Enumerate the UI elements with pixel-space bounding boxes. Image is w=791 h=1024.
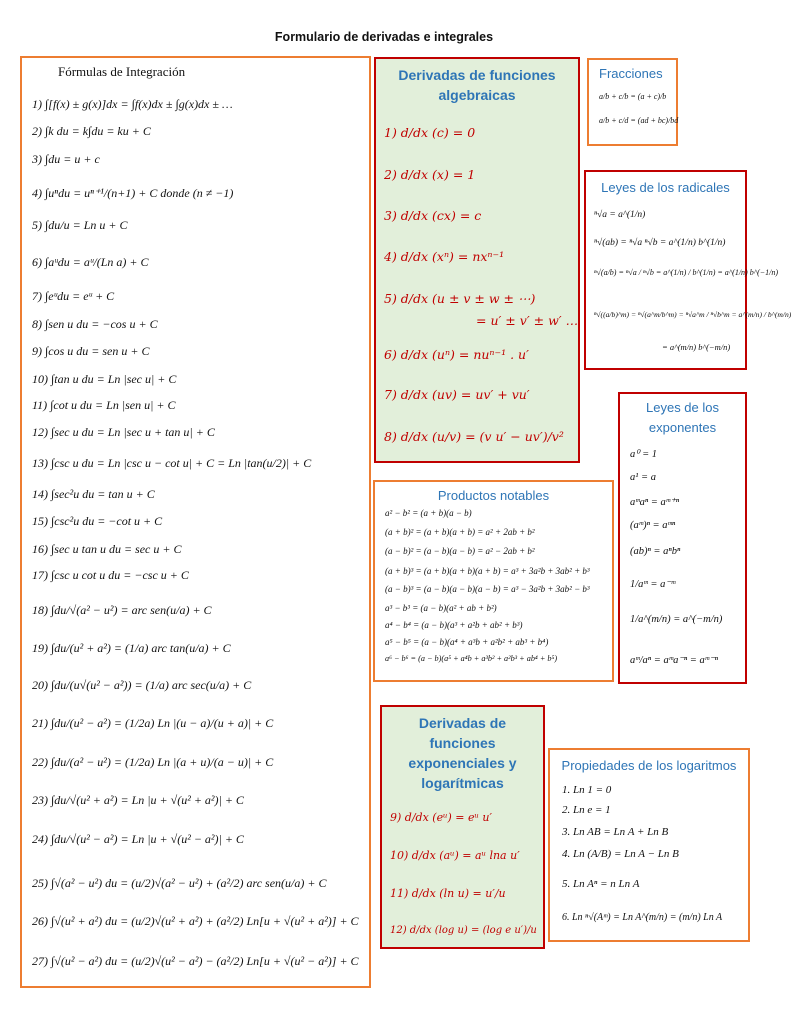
integration-formula-13: 13) ∫csc u du = Ln |csc u − cot u| + C = Ln |tan(u/2)| + C (32, 456, 312, 470)
logarithm-property-6: 6. Ln ⁿ√(Aᵐ) = Ln A^(m/n) = (m/n) Ln A (562, 912, 723, 923)
integration-formula-20: 20) ∫du/(u√(u² − a²)) = (1/a) arc sec(u/a) + C (32, 678, 252, 692)
algebraic-derivative-8: 8) d/dx (u/v) = (v u′ − uv′)/v² (384, 429, 564, 444)
integration-formula-1: 1) ∫[f(x) ± g(x)]dx = ∫f(x)dx ± ∫g(x)dx ± … (32, 97, 233, 111)
exponent-law-5: (ab)ⁿ = aⁿbⁿ (630, 546, 681, 557)
notable-product-3: (a − b)² = (a − b)(a − b) = a² − 2ab + b² (385, 546, 535, 556)
page-title: Formulario de derivadas e integrales (274, 30, 494, 44)
exponent-law-4: (aᵐ)ⁿ = aᵐⁿ (630, 520, 676, 531)
algebraic-derivative-2: 2) d/dx (x) = 1 (384, 167, 476, 182)
logarithm-property-1: 1. Ln 1 = 0 (562, 784, 612, 796)
integration-formula-10: 10) ∫tan u du = Ln |sec u| + C (32, 372, 177, 386)
exponent-laws-heading: Leyes de los exponentes (646, 400, 719, 435)
algebraic-derivative-7: 7) d/dx (uv) = uv′ + vu′ (384, 387, 530, 402)
exponent-law-7: 1/a^(m/n) = a^(−m/n) (630, 614, 723, 625)
logarithm-property-4: 4. Ln (A/B) = Ln A − Ln B (562, 848, 679, 860)
logarithm-properties-panel (548, 748, 750, 942)
integration-formula-25: 25) ∫√(a² − u²) du = (u/2)√(a² − u²) + (a²/2) arc sen(u/a) + C (32, 876, 327, 890)
radical-law-4: ⁿ√((a/b)^m) = ⁿ√(a^m/b^m) = ⁿ√a^m / ⁿ√b^m = a^(m/n) / b^(m/n) (594, 310, 791, 319)
algebraic-derivative-3: 3) d/dx (cx) = c (384, 208, 482, 223)
notable-product-6: a³ − b³ = (a − b)(a² + ab + b²) (385, 603, 497, 613)
exponential-log-derivatives-panel (380, 705, 545, 949)
exp-log-derivative-10: 10) d/dx (aᵘ) = aᵘ lna u′ (390, 849, 520, 862)
algebraic-derivative-6: 6) d/dx (uⁿ) = nuⁿ⁻¹ . u′ (384, 347, 529, 362)
fractions-heading: Fracciones (599, 66, 663, 81)
radical-laws-heading: Leyes de los radicales (601, 180, 730, 195)
integration-heading: Fórmulas de Integración (58, 64, 186, 79)
integration-formulas-panel (20, 56, 371, 988)
integration-formula-22: 22) ∫du/(a² − u²) = (1/2a) Ln |(a + u)/(a − u)| + C (32, 755, 274, 769)
fraction-rule-2: a/b + c/d = (ad + bc)/bd (599, 116, 679, 125)
logarithm-property-5: 5. Ln Aⁿ = n Ln A (562, 878, 640, 890)
integration-formula-3: 3) ∫du = u + c (32, 152, 100, 166)
exp-log-derivative-12: 12) d/dx (log u) = (log e u′)/u (390, 925, 537, 936)
integration-formula-5: 5) ∫du/u = Ln u + C (32, 218, 128, 232)
notable-product-8: a⁵ − b⁵ = (a − b)(a⁴ + a³b + a²b² + ab³ + b⁴) (385, 637, 549, 647)
fractions-panel (587, 58, 678, 146)
exponent-law-6: 1/aᵐ = a⁻ᵐ (630, 579, 676, 590)
exp-log-derivative-9: 9) d/dx (eᵘ) = eᵘ u′ (390, 811, 492, 824)
logarithm-properties-heading: Propiedades de los logaritmos (561, 758, 737, 773)
algebraic-derivatives-heading: Derivadas de funciones algebraicas (398, 67, 556, 103)
notable-product-5: (a − b)³ = (a − b)(a − b)(a − b) = a³ − 3a²b + 3ab² − b³ (385, 584, 590, 594)
notable-product-4: (a + b)³ = (a + b)(a + b)(a + b) = a³ + 3a²b + 3ab² + b³ (385, 566, 590, 576)
algebraic-derivative-5: 5) d/dx (u ± v ± w ± ⋯) (384, 291, 536, 306)
integration-formula-4: 4) ∫uⁿdu = uⁿ⁺¹/(n+1) + C donde (n ≠ −1) (32, 186, 234, 200)
notable-product-2: (a + b)² = (a + b)(a + b) = a² + 2ab + b² (385, 527, 535, 537)
notable-product-1: a² − b² = (a + b)(a − b) (385, 508, 472, 518)
integration-formula-2: 2) ∫k du = k∫du = ku + C (32, 124, 151, 138)
integration-formula-6: 6) ∫aᵘdu = aᵘ/(Ln a) + C (32, 255, 149, 269)
radical-law-4-continuation: = a^(m/n) b^(−m/n) (662, 342, 731, 352)
algebraic-derivative-5-continuation: = u′ ± v′ ± w′ … (476, 313, 579, 328)
exponent-law-8: aᵐ/aⁿ = aᵐa⁻ⁿ = aᵐ⁻ⁿ (630, 655, 718, 666)
integration-formula-23: 23) ∫du/√(u² + a²) = Ln |u + √(u² + a²)| + C (32, 793, 244, 807)
exp-log-derivative-11: 11) d/dx (ln u) = u′/u (390, 887, 506, 900)
algebraic-derivative-4: 4) d/dx (xⁿ) = nxⁿ⁻¹ (384, 249, 505, 264)
integration-formula-8: 8) ∫sen u du = −cos u + C (32, 317, 158, 331)
exponential-log-derivatives-heading: Derivadas de funciones exponenciales y logarítmicas (408, 715, 517, 791)
integration-formula-19: 19) ∫du/(u² + a²) = (1/a) arc tan(u/a) + C (32, 641, 231, 655)
integration-formula-17: 17) ∫csc u cot u du = −csc u + C (32, 568, 189, 582)
integration-formula-26: 26) ∫√(u² + a²) du = (u/2)√(u² + a²) + (a²/2) Ln[u + √(u² + a²)] + C (32, 914, 359, 928)
radical-law-3: ⁿ√(a/b) = ⁿ√a / ⁿ√b = a^(1/n) / b^(1/n) = a^(1/n) b^(−1/n) (594, 268, 779, 277)
integration-formula-7: 7) ∫eᵘdu = eᵘ + C (32, 289, 115, 303)
notable-product-7: a⁴ − b⁴ = (a − b)(a³ + a²b + ab² + b³) (385, 620, 523, 630)
integration-formula-18: 18) ∫du/√(a² − u²) = arc sen(u/a) + C (32, 603, 212, 617)
exponent-laws-panel (618, 392, 747, 684)
notable-products-heading: Productos notables (437, 488, 550, 503)
exponent-law-1: a⁰ = 1 (630, 449, 658, 460)
algebraic-derivatives-panel (374, 57, 580, 463)
integration-formula-9: 9) ∫cos u du = sen u + C (32, 344, 150, 358)
logarithm-property-2: 2. Ln e = 1 (562, 804, 611, 816)
algebraic-derivative-1: 1) d/dx (c) = 0 (384, 125, 476, 140)
integration-formula-11: 11) ∫cot u du = Ln |sen u| + C (32, 398, 176, 412)
notable-products-panel (373, 480, 614, 682)
radical-law-2: ⁿ√(ab) = ⁿ√a ⁿ√b = a^(1/n) b^(1/n) (594, 238, 726, 248)
fraction-rule-1: a/b + c/b = (a + c)/b (599, 92, 667, 101)
integration-formula-24: 24) ∫du/√(u² − a²) = Ln |u + √(u² − a²)| + C (32, 832, 244, 846)
exponent-law-2: a¹ = a (630, 472, 656, 483)
integration-formula-21: 21) ∫du/(u² − a²) = (1/2a) Ln |(u − a)/(u + a)| + C (32, 716, 274, 730)
notable-product-9: a⁶ − b⁶ = (a − b)(a⁵ + a⁴b + a³b² + a²b³ + ab⁴ + b⁵) (385, 654, 558, 663)
logarithm-property-3: 3. Ln AB = Ln A + Ln B (562, 826, 669, 838)
radical-laws-panel (584, 170, 791, 370)
exponent-law-3: aᵐaⁿ = aᵐ⁺ⁿ (630, 497, 679, 508)
integration-formula-12: 12) ∫sec u du = Ln |sec u + tan u| + C (32, 425, 215, 439)
integration-formula-15: 15) ∫csc²u du = −cot u + C (32, 514, 163, 528)
radical-law-1: ⁿ√a = a^(1/n) (594, 210, 646, 220)
integration-formula-27: 27) ∫√(u² − a²) du = (u/2)√(u² − a²) − (a²/2) Ln[u + √(u² − a²)] + C (32, 954, 359, 968)
integration-formula-16: 16) ∫sec u tan u du = sec u + C (32, 542, 182, 556)
integration-formula-14: 14) ∫sec²u du = tan u + C (32, 487, 155, 501)
